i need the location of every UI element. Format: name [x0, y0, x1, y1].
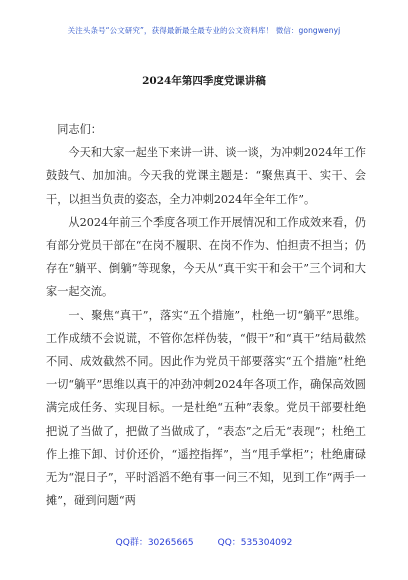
document-body: [46, 118, 366, 512]
paragraph-2: 从2024年前三个季度各项工作开展情况和工作成效来看，仍有部分党员干部在“在岗不履职、在岗不作为、怕担责不担当；仍存在“躺平、倒躺”等现象，今天从“真干实干和会干”三个词和大家一起交流。: [46, 215, 366, 299]
footer-qq-group: QQ群：30265665: [115, 538, 194, 548]
footer-qq: QQ：535304092: [217, 538, 293, 548]
paragraph-1: 今天和大家一起坐下来讲一讲、谈一谈，为冲刺2024年工作鼓鼓气、加加油。今天我的党课主题是：“聚焦真干、实干、会干，以担当负责的姿态，全力冲刺2024年全年工作”。: [46, 146, 366, 206]
footer: [0, 535, 408, 548]
salutation: 同志们：: [57, 123, 102, 136]
header-note: 关注头条号“公文研究”，获得最新最全最专业的公文资料库！ 微信：gongwenyj: [67, 26, 341, 35]
document-title: 2024年第四季度党课讲稿: [142, 75, 266, 87]
paragraph-3: 一、聚焦“真干”，落实“五个措施”，杜绝一切“躺平”思维。工作成绩不会说谎，不管你怎样伪装，“假干”和“真干”结局截然不同、成效截然不同。因此作为党员干部要落实“五个措施”杜绝一切“躺平”思维以真干的冲劲冲刺2024年各项工作，确保高效圆满完成任务、实现目标。一是杜绝“五种”表象。党员干部要杜绝把说了当做了，把做了当做成了，“表态”之后无“表现”；杜绝工作上推下卸、讨价还价，“遥控指挥”，当“甩手掌柜”；杜绝庸碌无为“混日子”，平时滔滔不绝有事一问三不知，见到工作“两手一摊”，碰到问题“两: [46, 308, 366, 508]
